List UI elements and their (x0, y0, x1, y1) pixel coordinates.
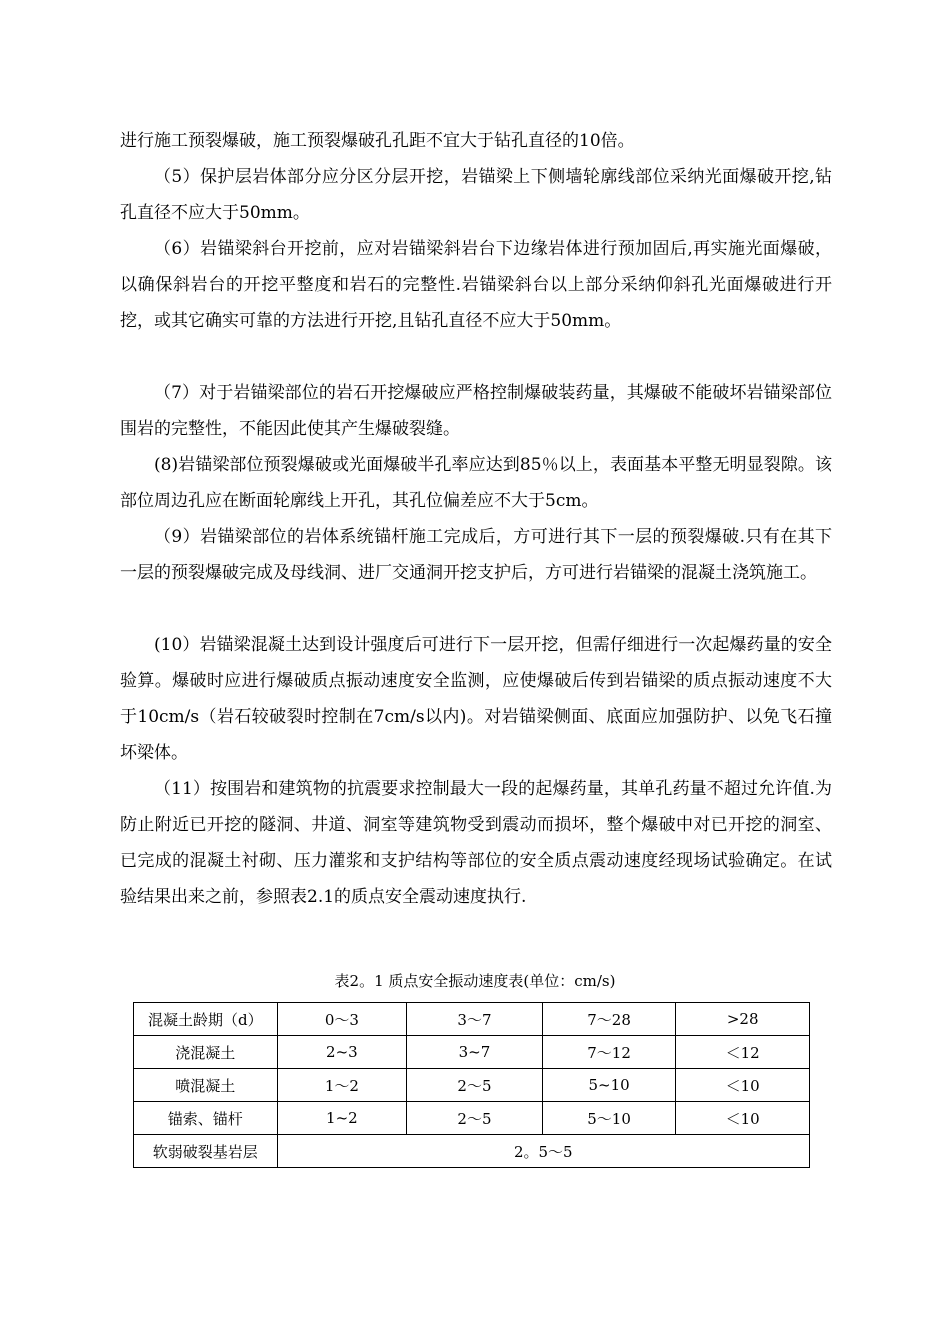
row-label-cell: 软弱破裂基岩层 (134, 1135, 278, 1168)
paragraph-item-9: （9）岩锚梁部位的岩体系统锚杆施工完成后，方可进行其下一层的预裂爆破.只有在其下一层的预裂爆破完成及母线洞、进厂交通洞开挖支护后，方可进行岩锚梁的混凝土浇筑施工。 (120, 527, 832, 583)
header-cell: 3～7 (407, 1003, 543, 1036)
merged-value-cell: 2。5～5 (277, 1135, 809, 1168)
table-caption: 表2。1 质点安全振动速度表(单位：cm/s) (334, 972, 616, 990)
table-row (134, 1069, 810, 1102)
header-cell: >28 (676, 1003, 810, 1036)
table-cell: 7～12 (542, 1036, 676, 1069)
paragraph-item-11: （11）按围岩和建筑物的抗震要求控制最大一段的起爆药量，其单孔药量不超过允许值.为防止附近已开挖的隧洞、井道、洞室等建筑物受到震动而损坏，整个爆破中对已开挖的洞室、已完成的混凝土衬砌、压力灌浆和支护结构等部位的安全质点震动速度经现场试验确定。在试验结果出来之前，参照表2.1的质点安全震动速度执行. (120, 779, 832, 907)
header-cell: 0～3 (277, 1003, 407, 1036)
table-cell: 2～5 (407, 1069, 543, 1102)
table-header-row (134, 1003, 810, 1036)
table-cell: 2~3 (277, 1036, 407, 1069)
table-cell: 1～2 (277, 1069, 407, 1102)
paragraph-item-8: (8)岩锚梁部位预裂爆破或光面爆破半孔率应达到85％以上，表面基本平整无明显裂隙。该部位周边孔应在断面轮廓线上开孔，其孔位偏差应不大于5cm。 (120, 455, 832, 511)
table-row (134, 1102, 810, 1135)
paragraph-item-5: （5）保护层岩体部分应分区分层开挖，岩锚梁上下侧墙轮廓线部位采纳光面爆破开挖,钻孔直径不应大于50mm。 (120, 167, 832, 223)
table-cell: 3~7 (407, 1036, 543, 1069)
table-cell: ＜10 (676, 1069, 810, 1102)
paragraph-item-10: (10）岩锚梁混凝土达到设计强度后可进行下一层开挖，但需仔细进行一次起爆药量的安全验算。爆破时应进行爆破质点振动速度安全监测，应使爆破后传到岩锚梁的质点振动速度不大于10cm/s（岩石较破裂时控制在7cm/s以内)。对岩锚梁侧面、底面应加强防护、以免飞石撞坏梁体。 (120, 635, 832, 763)
table-cell: 5~10 (542, 1069, 676, 1102)
row-label-cell: 浇混凝土 (134, 1036, 278, 1069)
table-row (134, 1036, 810, 1069)
table-cell: ＜12 (676, 1036, 810, 1069)
velocity-table (133, 1002, 810, 1168)
row-label-cell: 喷混凝土 (134, 1069, 278, 1102)
table-cell: 5～10 (542, 1102, 676, 1135)
row-label-cell: 锚索、锚杆 (134, 1102, 278, 1135)
paragraph-continuation: 进行施工预裂爆破，施工预裂爆破孔孔距不宜大于钻孔直径的10倍。 (120, 131, 635, 151)
table-cell: ＜10 (676, 1102, 810, 1135)
paragraph-item-6: （6）岩锚梁斜台开挖前，应对岩锚梁斜岩台下边缘岩体进行预加固后,再实施光面爆破，以确保斜岩台的开挖平整度和岩石的完整性.岩锚梁斜台以上部分采纳仰斜孔光面爆破进行开挖，或其它确实可靠的方法进行开挖,且钻孔直径不应大于50mm。 (120, 239, 832, 331)
table-cell: 1~2 (277, 1102, 407, 1135)
header-cell-concrete-age: 混凝土龄期（d） (134, 1003, 278, 1036)
header-cell: 7～28 (542, 1003, 676, 1036)
paragraph-item-7: （7）对于岩锚梁部位的岩石开挖爆破应严格控制爆破装药量，其爆破不能破坏岩锚梁部位围岩的完整性，不能因此使其产生爆破裂缝。 (120, 383, 832, 439)
table-cell: 2～5 (407, 1102, 543, 1135)
table-row (134, 1135, 810, 1168)
